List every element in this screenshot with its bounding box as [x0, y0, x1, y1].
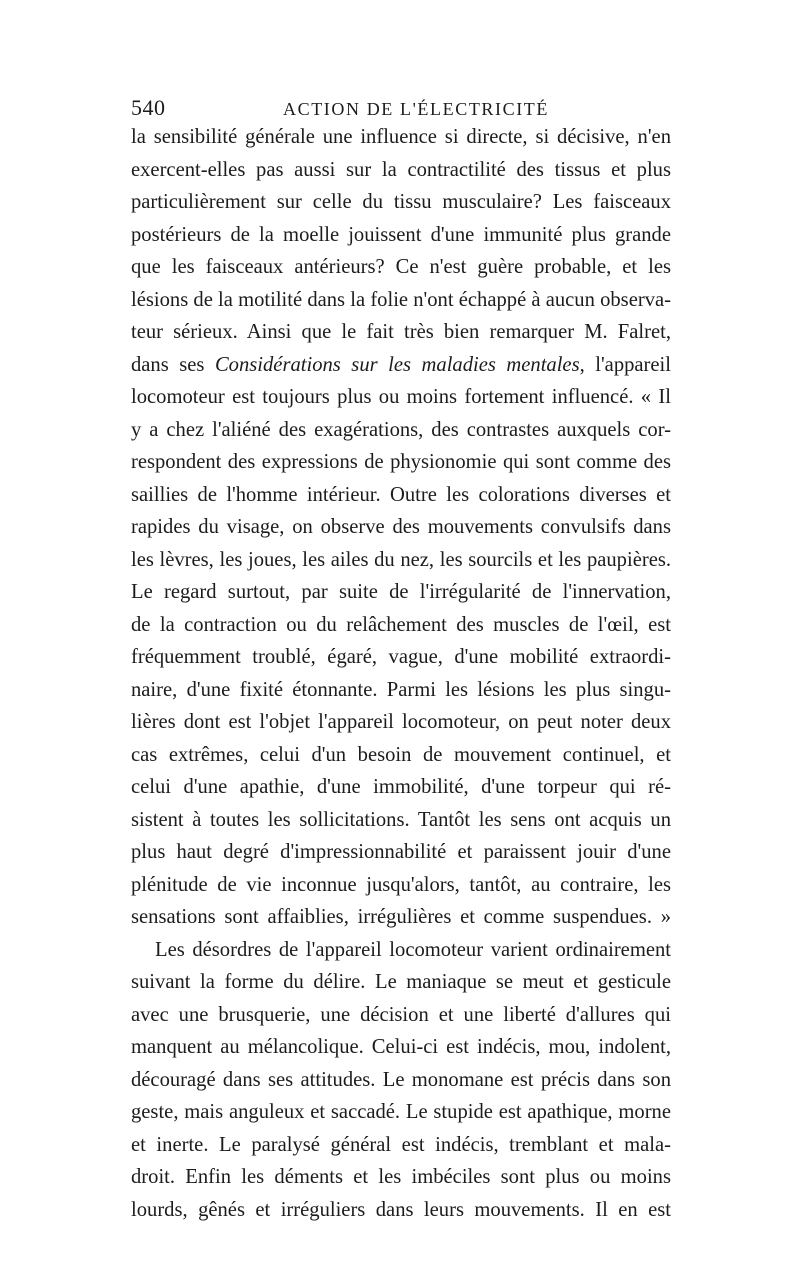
text-line: naire, d'une fixité étonnante. Parmi les lésions les plus singu- — [131, 678, 671, 701]
text-line: lésions de la motilité dans la folie n'ont échappé à aucun observa- — [131, 288, 671, 311]
text-line: respondent des expressions de physionomie qui sont comme des — [131, 451, 671, 473]
text-line: lières dont est l'objet l'appareil locomoteur, on peut noter deux — [131, 711, 671, 733]
text-line: teur sérieux. Ainsi que le fait très bien remarquer M. Falret, — [131, 321, 671, 343]
text-line: et inerte. Le paralysé général est indécis, tremblant et mala- — [131, 1133, 671, 1156]
text-line: découragé dans ses attitudes. Le monomane est précis dans son — [131, 1068, 671, 1091]
line-text-before: dans ses — [131, 353, 215, 376]
text-line: plus haut degré d'impressionnabilité et paraissent jouir d'une — [131, 841, 671, 863]
text-line: suivant la forme du délire. Le maniaque se meut et gesticule — [131, 971, 671, 993]
text-line: celui d'une apathie, d'une immobilité, d'une torpeur qui ré- — [131, 776, 671, 798]
text-line: les lèvres, les joues, les ailes du nez, les sourcils et les paupières. — [131, 548, 671, 571]
text-line: exercent-elles pas aussi sur la contractilité des tissus et plus — [131, 158, 671, 181]
running-head — [131, 94, 671, 122]
text-line: geste, mais anguleux et saccadé. Le stupide est apathique, morne — [131, 1101, 671, 1123]
body-text — [131, 121, 671, 1226]
text-line: saillies de l'homme intérieur. Outre les colorations diverses et — [131, 483, 671, 506]
text-line: manquent au mélancolique. Celui-ci est indécis, mou, indolent, — [131, 1036, 671, 1058]
text-line: la sensibilité générale une influence si directe, si décisive, n'en — [131, 126, 671, 148]
text-line-with-title — [131, 349, 671, 382]
page-number: 540 — [131, 95, 166, 120]
running-title: ACTION DE L'ÉLECTRICITÉ — [283, 99, 550, 119]
text-line: fréquemment troublé, égaré, vague, d'une mobilité extraordi- — [131, 646, 671, 668]
text-line: rapides du visage, on observe des mouvements convulsifs dans — [131, 516, 671, 538]
paragraph-first-line: Les désordres de l'appareil locomoteur varient ordinairement — [155, 938, 671, 961]
text-line: avec une brusquerie, une décision et une liberté d'allures qui — [131, 1003, 671, 1026]
line-text-after: , l'appareil — [579, 353, 671, 376]
text-line: plénitude de vie inconnue jusqu'alors, tantôt, au contraire, les — [131, 873, 671, 896]
text-line: de la contraction ou du relâchement des muscles de l'œil, est — [131, 613, 671, 636]
text-line: droit. Enfin les déments et les imbéciles sont plus ou moins — [131, 1166, 671, 1188]
text-line: locomoteur est toujours plus ou moins fortement influencé. « Il — [131, 386, 671, 408]
text-line: postérieurs de la moelle jouissent d'une immunité plus grande — [131, 223, 671, 246]
text-line: cas extrêmes, celui d'un besoin de mouvement continuel, et — [131, 743, 671, 766]
book-title-italic: Considérations sur les maladies mentales — [214, 353, 580, 376]
text-line: particulièrement sur celle du tissu musculaire? Les faisceaux — [131, 191, 671, 213]
text-line: y a chez l'aliéné des exagérations, des contrastes auxquels cor- — [131, 418, 671, 441]
text-line: Le regard surtout, par suite de l'irrégularité de l'innervation, — [131, 581, 671, 603]
text-line: lourds, gênés et irréguliers dans leurs mouvements. Il en est — [131, 1198, 671, 1221]
text-line: sensations sont affaiblies, irrégulières et comme suspendues. » — [131, 906, 671, 928]
text-line: que les faisceaux antérieurs? Ce n'est guère probable, et les — [131, 256, 671, 278]
text-line: sistent à toutes les sollicitations. Tantôt les sens ont acquis un — [131, 808, 671, 831]
